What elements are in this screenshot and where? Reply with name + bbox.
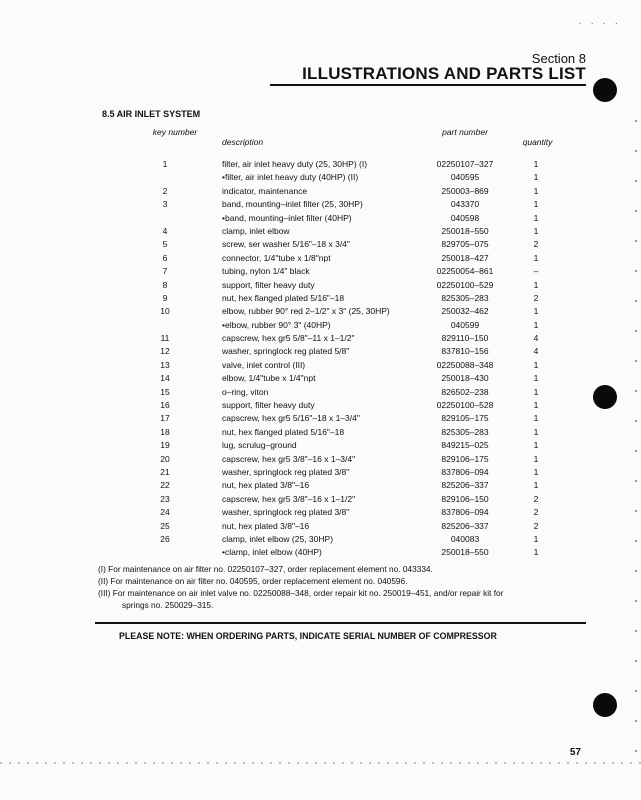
description-cell: capscrew, hex gr5 5/8"–11 x 1–1/2"	[222, 333, 355, 344]
description-cell: washer, springlock reg plated 5/8"	[222, 346, 350, 357]
scan-artifact-bottom	[0, 762, 641, 764]
table-row	[0, 466, 641, 479]
part-number-cell: 250032–462	[441, 306, 489, 317]
key-cell: 23	[160, 493, 170, 504]
part-number-cell: 040599	[450, 319, 480, 330]
part-number-cell: 040598	[450, 212, 480, 223]
part-number-cell: 043370	[450, 199, 480, 210]
description-cell: filter, air inlet heavy duty (25, 30HP) (I)	[222, 159, 368, 169]
quantity-cell: 1	[533, 159, 539, 169]
part-number-cell: 02250107–327	[436, 159, 494, 169]
quantity-cell: 1	[533, 212, 539, 223]
key-cell: 14	[160, 373, 170, 384]
description-cell: support, filter heavy duty	[222, 400, 315, 411]
table-row	[0, 279, 641, 292]
part-number-cell: 825305–283	[441, 426, 489, 437]
key-cell: 18	[160, 426, 170, 437]
key-cell: 2	[162, 185, 168, 196]
part-number-cell: 250018–550	[441, 547, 489, 558]
description-cell: •elbow, rubber 90° 3" (40HP)	[222, 319, 331, 330]
part-number-cell: 040083	[450, 533, 480, 544]
part-number-cell: 825206–337	[441, 520, 489, 531]
quantity-cell: 1	[533, 547, 539, 558]
description-cell: washer, springlock reg plated 3/8"	[222, 507, 350, 518]
description-cell: lug, scrulug–ground	[222, 440, 297, 451]
description-cell: screw, ser washer 5/16"–18 x 3/4"	[222, 239, 350, 250]
key-cell: 21	[160, 466, 170, 477]
table-row	[0, 412, 641, 425]
table-row	[0, 171, 641, 184]
binder-hole-bottom	[593, 693, 617, 717]
footnote-3: (III) For maintenance on air inlet valve no. 02250088–348, order repair kit no. 250019–451, and/or repair kit for	[98, 588, 504, 598]
quantity-cell: 2	[533, 493, 539, 504]
column-header-part: part number	[442, 127, 488, 137]
description-cell: support, filter heavy duty	[222, 279, 315, 290]
table-row	[0, 158, 641, 171]
quantity-cell: 1	[533, 413, 539, 424]
quantity-cell: 1	[533, 225, 539, 236]
description-cell: o–ring, viton	[222, 386, 269, 397]
key-cell: 25	[160, 520, 170, 531]
description-cell: •band, mounting–inlet filter (40HP)	[222, 212, 352, 223]
part-number-cell: 826502–238	[441, 386, 489, 397]
part-number-cell: 829106–175	[441, 453, 489, 464]
quantity-cell: 2	[533, 292, 539, 303]
part-number-cell: 829705–075	[441, 239, 489, 250]
quantity-cell: 1	[533, 480, 539, 491]
description-cell: band, mounting–inlet filter (25, 30HP)	[222, 199, 363, 210]
scan-artifact-dots: · · · ·	[578, 18, 621, 29]
parts-table	[0, 158, 641, 560]
quantity-cell: 4	[533, 346, 539, 357]
part-number-cell: 825206–337	[441, 480, 489, 491]
description-cell: nut, hex plated 3/8"–16	[222, 480, 310, 491]
table-row	[0, 493, 641, 506]
description-cell: nut, hex flanged plated 5/16"–18	[222, 292, 345, 303]
key-cell: 11	[160, 333, 170, 344]
description-cell: capscrew, hex gr5 3/8"–16 x 1–1/2"	[222, 493, 356, 504]
description-cell: capscrew, hex gr5 3/8"–16 x 1–3/4"	[222, 453, 356, 464]
part-number-cell: 837810–156	[441, 346, 489, 357]
quantity-cell: 1	[533, 400, 539, 411]
table-row	[0, 533, 641, 546]
table-row	[0, 345, 641, 358]
table-row	[0, 506, 641, 519]
key-cell: 24	[160, 507, 170, 518]
key-cell: 6	[162, 252, 168, 263]
footnote-2: (II) For maintenance on air filter no. 040595, order replacement element no. 040596.	[98, 576, 408, 586]
description-cell: indicator, maintenance	[222, 185, 308, 196]
table-row	[0, 292, 641, 305]
quantity-cell: 1	[533, 252, 539, 263]
quantity-cell: 1	[533, 533, 539, 544]
key-cell: 20	[160, 453, 170, 464]
quantity-cell: 1	[533, 426, 539, 437]
table-row	[0, 319, 641, 332]
key-cell: 15	[160, 386, 170, 397]
quantity-cell: –	[533, 266, 539, 277]
table-row	[0, 372, 641, 385]
quantity-cell: 1	[533, 386, 539, 397]
part-number-cell: 837806–094	[441, 507, 489, 518]
key-cell: 26	[160, 533, 170, 544]
part-number-cell: 829106–150	[441, 493, 489, 504]
subsection-title: 8.5 AIR INLET SYSTEM	[102, 109, 201, 119]
table-row	[0, 546, 641, 559]
quantity-cell: 2	[533, 520, 539, 531]
key-cell: 22	[160, 480, 170, 491]
key-cell: 5	[162, 239, 168, 250]
quantity-cell: 1	[533, 466, 539, 477]
part-number-cell: 02250100–529	[436, 279, 494, 290]
key-cell: 13	[160, 359, 170, 370]
part-number-cell: 825305–283	[441, 292, 489, 303]
note-rule	[95, 622, 586, 624]
section-label: Section 8	[531, 51, 586, 66]
page-title: ILLUSTRATIONS AND PARTS LIST	[302, 64, 586, 83]
column-header-key: key number	[152, 127, 198, 137]
description-cell: nut, hex flanged plated 5/16"–18	[222, 426, 345, 437]
description-cell: •filter, air inlet heavy duty (40HP) (II)	[222, 172, 359, 183]
part-number-cell: 02250054–861	[436, 266, 494, 277]
part-number-cell: 02250088–348	[436, 359, 494, 370]
table-row	[0, 305, 641, 318]
part-number-cell: 849215–025	[441, 440, 489, 451]
description-cell: clamp, inlet elbow	[222, 225, 290, 236]
part-number-cell: 250018–427	[441, 252, 489, 263]
part-number-cell: 250018–550	[441, 225, 489, 236]
please-note: PLEASE NOTE: WHEN ORDERING PARTS, INDICATE SERIAL NUMBER OF COMPRESSOR	[119, 631, 497, 641]
table-row	[0, 252, 641, 265]
description-cell: •clamp, inlet elbow (40HP)	[222, 547, 322, 558]
table-row	[0, 238, 641, 251]
column-header-description: description	[222, 137, 264, 147]
part-number-cell: 040595	[450, 172, 480, 183]
table-row	[0, 426, 641, 439]
footnote-1: (I) For maintenance on air filter no. 02250107–327, order replacement element no. 043334.	[98, 564, 433, 574]
key-cell: 12	[160, 346, 170, 357]
quantity-cell: 1	[533, 279, 539, 290]
table-row	[0, 332, 641, 345]
quantity-cell: 2	[533, 239, 539, 250]
table-row	[0, 479, 641, 492]
part-number-cell: 250018–430	[441, 373, 489, 384]
quantity-cell: 1	[533, 373, 539, 384]
quantity-cell: 1	[533, 306, 539, 317]
table-row	[0, 399, 641, 412]
part-number-cell: 250003–869	[441, 185, 489, 196]
binder-hole-top	[593, 78, 617, 102]
quantity-cell: 2	[533, 507, 539, 518]
key-cell: 9	[162, 292, 168, 303]
key-cell: 7	[162, 266, 168, 277]
description-cell: nut, hex plated 3/8"–16	[222, 520, 310, 531]
quantity-cell: 1	[533, 453, 539, 464]
quantity-cell: 4	[533, 333, 539, 344]
key-cell: 16	[160, 400, 170, 411]
table-row	[0, 453, 641, 466]
table-row	[0, 359, 641, 372]
table-row	[0, 185, 641, 198]
quantity-cell: 1	[533, 172, 539, 183]
title-rule	[270, 84, 586, 86]
key-cell: 4	[162, 225, 168, 236]
quantity-cell: 1	[533, 185, 539, 196]
description-cell: elbow, rubber 90° red 2–1/2" x 3" (25, 30HP)	[222, 306, 390, 317]
part-number-cell: 02250100–528	[436, 400, 494, 411]
table-row	[0, 212, 641, 225]
table-row	[0, 265, 641, 278]
quantity-cell: 1	[533, 440, 539, 451]
key-cell: 10	[160, 306, 170, 317]
quantity-cell: 1	[533, 199, 539, 210]
key-cell: 1	[162, 159, 168, 169]
description-cell: capscrew, hex gr5 5/16"–18 x 1–3/4"	[222, 413, 360, 424]
table-row	[0, 439, 641, 452]
quantity-cell: 1	[533, 319, 539, 330]
key-cell: 19	[160, 440, 170, 451]
description-cell: valve, inlet control (III)	[222, 359, 306, 370]
column-header-quantity: quantity	[522, 137, 553, 147]
footnotes	[98, 563, 598, 611]
part-number-cell: 837806–094	[441, 466, 489, 477]
part-number-cell: 829105–175	[441, 413, 489, 424]
part-number-cell: 829110–150	[441, 333, 489, 344]
description-cell: tubing, nylon 1/4" black	[222, 266, 310, 277]
description-cell: connector, 1/4"tube x 1/8"npt	[222, 252, 331, 263]
key-cell: 17	[160, 413, 170, 424]
quantity-cell: 1	[533, 359, 539, 370]
table-row	[0, 386, 641, 399]
description-cell: clamp, inlet elbow (25, 30HP)	[222, 533, 334, 544]
description-cell: washer, springlock reg plated 3/8"	[222, 466, 350, 477]
table-row	[0, 520, 641, 533]
table-row	[0, 225, 641, 238]
page-number: 57	[569, 747, 581, 758]
table-row	[0, 198, 641, 211]
key-cell: 3	[162, 199, 168, 210]
key-cell: 8	[162, 279, 168, 290]
footnote-3-continued: springs no. 250029–315.	[122, 600, 214, 610]
description-cell: elbow, 1/4"tube x 1/4"npt	[222, 373, 316, 384]
